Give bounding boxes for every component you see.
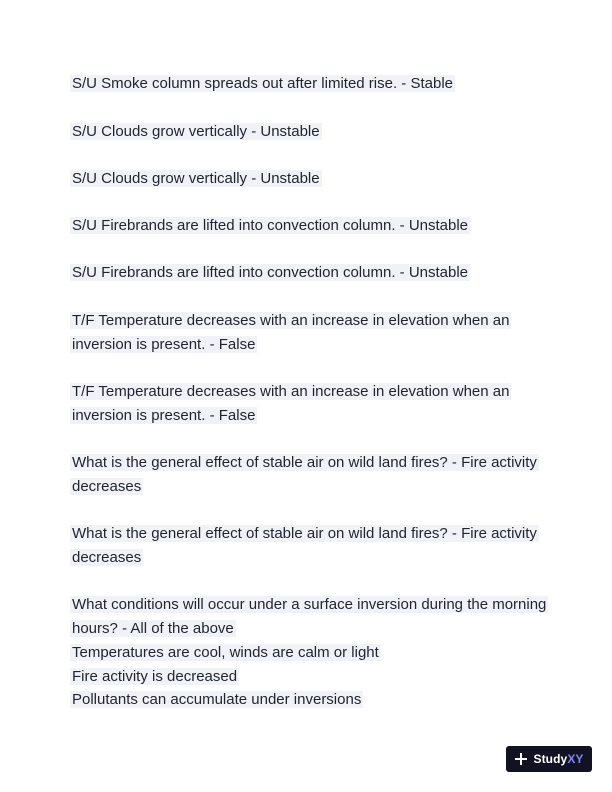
brand-main: Study xyxy=(533,752,568,766)
document-line xyxy=(70,594,548,616)
line-text: What conditions will occur under a surface inversion during the morning xyxy=(72,596,547,613)
document-line xyxy=(70,262,470,284)
line-text: S/U Firebrands are lifted into convection column. - Unstable xyxy=(72,264,469,281)
document-line xyxy=(70,666,239,688)
line-text: Temperatures are cool, winds are calm or light xyxy=(72,644,379,661)
line-text: What is the general effect of stable air on wild land fires? - Fire activity xyxy=(72,454,537,471)
line-text: Fire activity is decreased xyxy=(72,668,238,685)
document-line xyxy=(70,381,511,403)
line-text: T/F Temperature decreases with an increase in elevation when an xyxy=(72,312,510,329)
document-line xyxy=(70,476,143,498)
studyxy-badge[interactable] xyxy=(506,746,592,772)
document-line xyxy=(70,215,470,237)
document-line xyxy=(70,310,511,332)
document-line xyxy=(70,121,322,143)
document-line xyxy=(70,452,539,474)
line-text: inversion is present. - False xyxy=(72,336,256,353)
line-text: hours? - All of the above xyxy=(72,620,234,637)
brand-accent: XY xyxy=(567,752,584,766)
document-line xyxy=(70,405,257,427)
brand-logo-text xyxy=(533,752,583,766)
plus-icon xyxy=(514,752,528,766)
document-line xyxy=(70,523,539,545)
line-text: decreases xyxy=(72,478,142,495)
document-line xyxy=(70,547,143,569)
line-text: S/U Smoke column spreads out after limited rise. - Stable xyxy=(72,75,453,92)
document-line xyxy=(70,73,455,95)
line-text: T/F Temperature decreases with an increase in elevation when an xyxy=(72,383,510,400)
line-text: S/U Firebrands are lifted into convection column. - Unstable xyxy=(72,217,469,234)
line-text: S/U Clouds grow vertically - Unstable xyxy=(72,170,320,187)
line-text: inversion is present. - False xyxy=(72,407,256,424)
line-text: decreases xyxy=(72,549,142,566)
document-line xyxy=(70,689,363,711)
line-text: What is the general effect of stable air on wild land fires? - Fire activity xyxy=(72,525,537,542)
document-line xyxy=(70,168,322,190)
line-text: S/U Clouds grow vertically - Unstable xyxy=(72,123,320,140)
line-text: Pollutants can accumulate under inversions xyxy=(72,691,362,708)
document-line xyxy=(70,618,236,640)
document-line xyxy=(70,334,257,356)
document-line xyxy=(70,642,381,664)
